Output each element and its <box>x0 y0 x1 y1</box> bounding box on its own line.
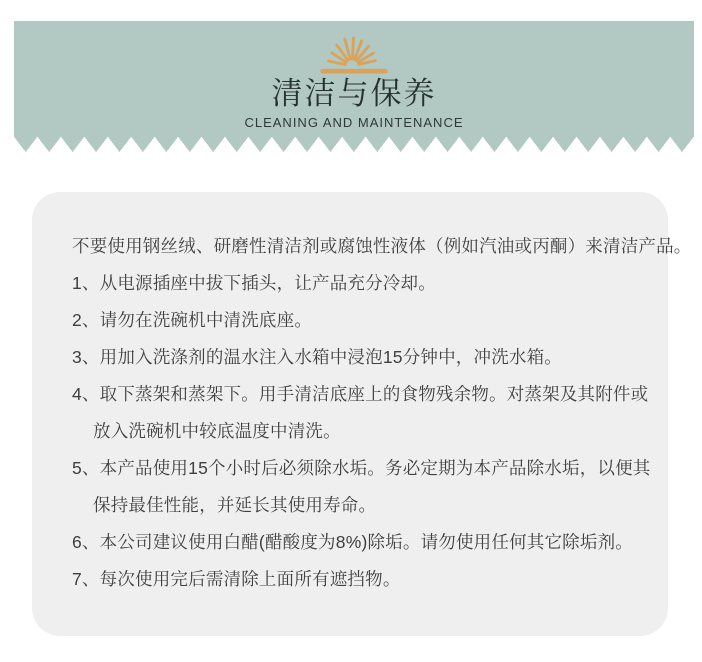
zigzag-border <box>14 137 694 152</box>
instruction-step-6: 6、本公司建议使用白醋(醋酸度为8%)除垢。请勿使用任何其它除垢剂。 <box>72 532 633 552</box>
instruction-step-3: 3、用加入洗涤剂的温水注入水箱中浸泡15分钟中，冲洗水箱。 <box>72 347 562 367</box>
instruction-step-4: 4、取下蒸架和蒸架下。用手清洁底座上的食物残余物。对蒸架及其附件或 <box>72 384 649 404</box>
instruction-step-4-continued: 放入洗碗机中较底温度中清洗。 <box>93 421 341 441</box>
instruction-step-5-continued: 保持最佳性能，并延长其使用寿命。 <box>93 495 377 515</box>
instruction-step-1: 1、从电源插座中拔下插头，让产品充分冷却。 <box>72 273 436 293</box>
instructions-card <box>32 192 692 636</box>
page-title: 清洁与保养 <box>271 76 437 111</box>
instruction-step-7: 7、每次使用完后需清除上面所有遮挡物。 <box>72 569 401 589</box>
page-subtitle: CLEANING AND MAINTENANCE <box>244 115 464 131</box>
instruction-step-5: 5、本产品使用15个小时后必须除水垢。务必定期为本产品除水垢，以便其 <box>72 458 651 478</box>
intro-line: 不要使用钢丝绒、研磨性清洁剂或腐蚀性液体（例如汽油或丙酮）来清洁产品。 <box>72 236 692 256</box>
header-band <box>14 21 694 137</box>
instruction-step-2: 2、请勿在洗碗机中清洗底座。 <box>72 310 313 330</box>
sunburst-icon <box>319 34 389 74</box>
